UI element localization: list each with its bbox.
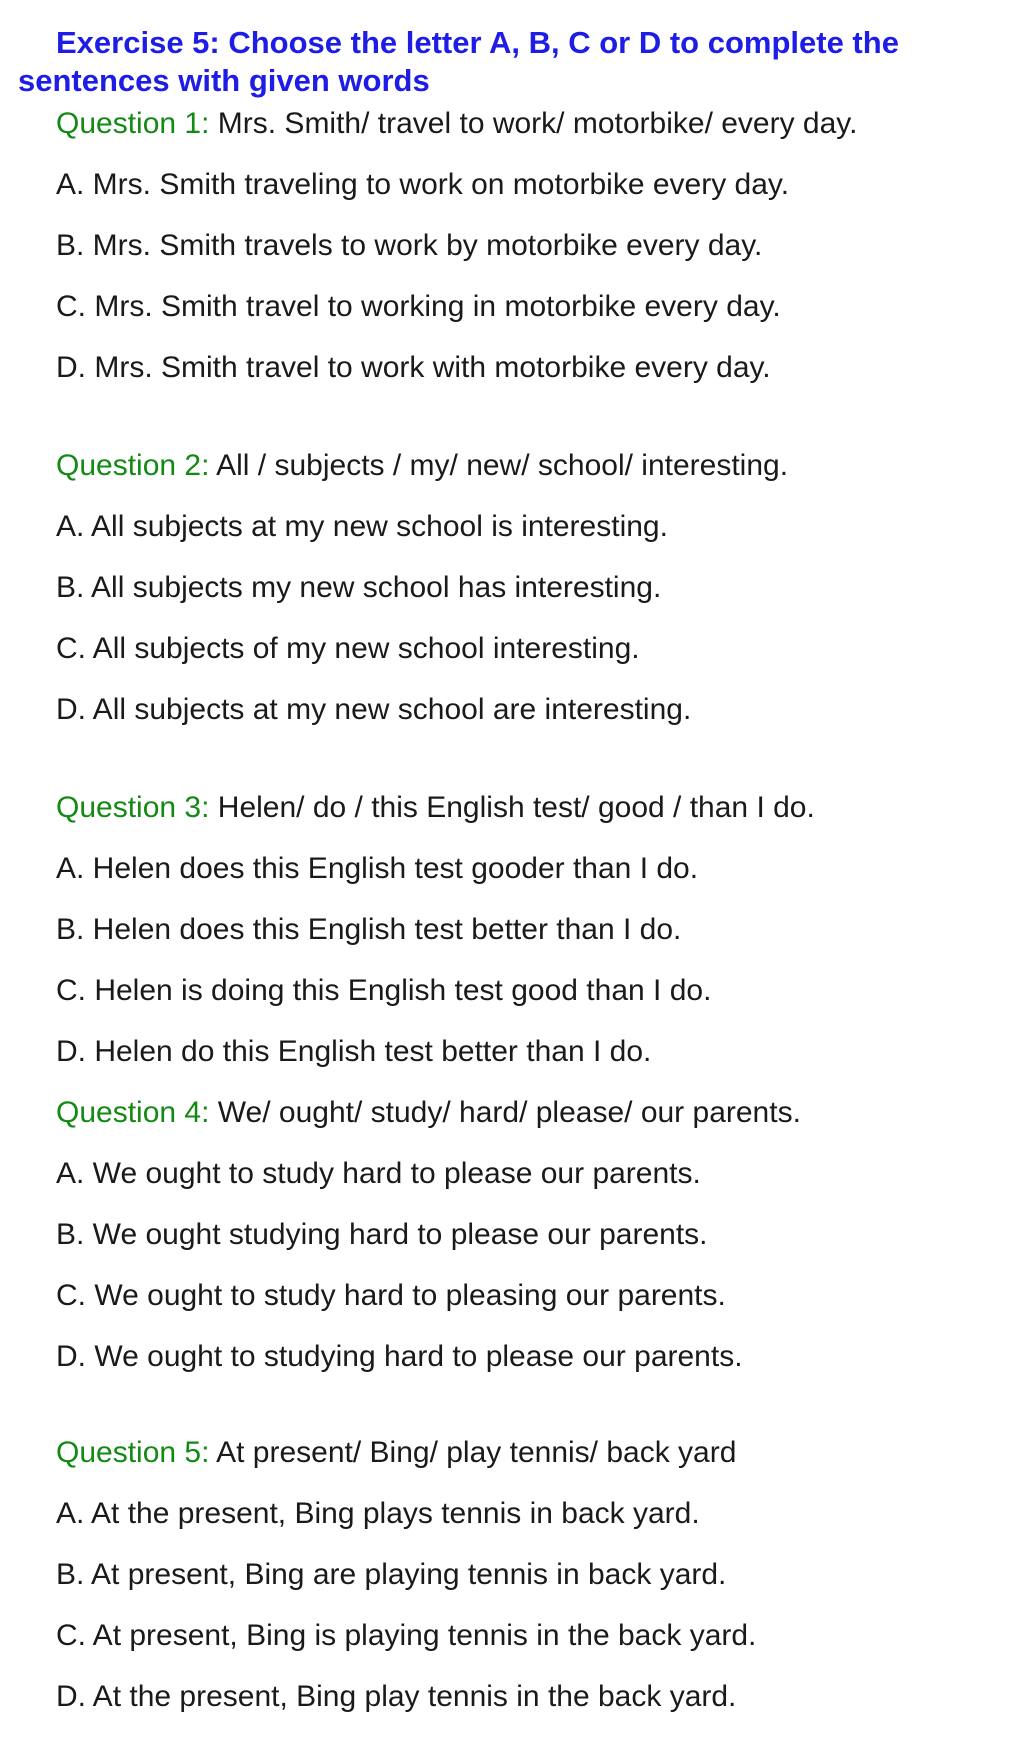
- question-text: We/ ought/ study/ hard/ please/ our parents.: [217, 1096, 801, 1129]
- question-block-1: [56, 104, 1006, 388]
- question-prompt: [56, 788, 1006, 828]
- question-prompt: [56, 446, 1006, 486]
- answer-option-a[interactable]: A. Mrs. Smith traveling to work on motorbike every day.: [56, 168, 790, 201]
- answer-option-c[interactable]: C. All subjects of my new school interesting.: [56, 632, 640, 665]
- answer-option-a[interactable]: A. At the present, Bing plays tennis in back yard.: [56, 1497, 700, 1530]
- answer-option-b[interactable]: B. Mrs. Smith travels to work by motorbike every day.: [56, 229, 763, 262]
- answer-option-a[interactable]: A. We ought to study hard to please our parents.: [56, 1157, 701, 1190]
- answer-option-b[interactable]: B. All subjects my new school has interesting.: [56, 571, 662, 604]
- question-text: At present/ Bing/ play tennis/ back yard: [216, 1436, 737, 1469]
- question-label: Question 3:: [56, 791, 210, 824]
- answer-option-d[interactable]: D. At the present, Bing play tennis in the back yard.: [56, 1680, 737, 1713]
- question-text: Mrs. Smith/ travel to work/ motorbike/ every day.: [217, 107, 858, 140]
- answer-option-d[interactable]: D. Helen do this English test better than I do.: [56, 1035, 652, 1068]
- question-label: Question 5:: [56, 1436, 210, 1469]
- question-block-4: [56, 1093, 1006, 1377]
- answer-option-d[interactable]: D. Mrs. Smith travel to work with motorbike every day.: [56, 351, 771, 384]
- question-label: Question 1:: [56, 107, 210, 140]
- answer-option-c[interactable]: C. Mrs. Smith travel to working in motorbike every day.: [56, 290, 781, 323]
- answer-option-a[interactable]: A. All subjects at my new school is interesting.: [56, 510, 668, 543]
- answer-option-c[interactable]: C. At present, Bing is playing tennis in the back yard.: [56, 1619, 757, 1652]
- question-text: All / subjects / my/ new/ school/ interesting.: [216, 449, 789, 482]
- question-block-3: [56, 788, 1006, 1072]
- answer-option-b[interactable]: B. We ought studying hard to please our parents.: [56, 1218, 708, 1251]
- question-block-2: [56, 446, 1006, 730]
- question-label: Question 2:: [56, 449, 210, 482]
- answer-option-c[interactable]: C. Helen is doing this English test good than I do.: [56, 974, 712, 1007]
- question-prompt: [56, 1093, 1006, 1133]
- question-block-5: [56, 1433, 1006, 1717]
- answer-option-b[interactable]: B. At present, Bing are playing tennis in back yard.: [56, 1558, 727, 1591]
- answer-option-b[interactable]: B. Helen does this English test better than I do.: [56, 913, 682, 946]
- answer-option-d[interactable]: D. We ought to studying hard to please our parents.: [56, 1340, 743, 1373]
- answer-option-c[interactable]: C. We ought to study hard to pleasing our parents.: [56, 1279, 726, 1312]
- question-label: Question 4:: [56, 1096, 210, 1129]
- answer-option-d[interactable]: D. All subjects at my new school are interesting.: [56, 693, 692, 726]
- exercise-title: Exercise 5: Choose the letter A, B, C or D to complete the sentences with given words: [18, 25, 899, 98]
- question-prompt: [56, 104, 1006, 144]
- question-prompt: [56, 1433, 1006, 1473]
- question-text: Helen/ do / this English test/ good / than I do.: [217, 791, 815, 824]
- answer-option-a[interactable]: A. Helen does this English test gooder than I do.: [56, 852, 699, 885]
